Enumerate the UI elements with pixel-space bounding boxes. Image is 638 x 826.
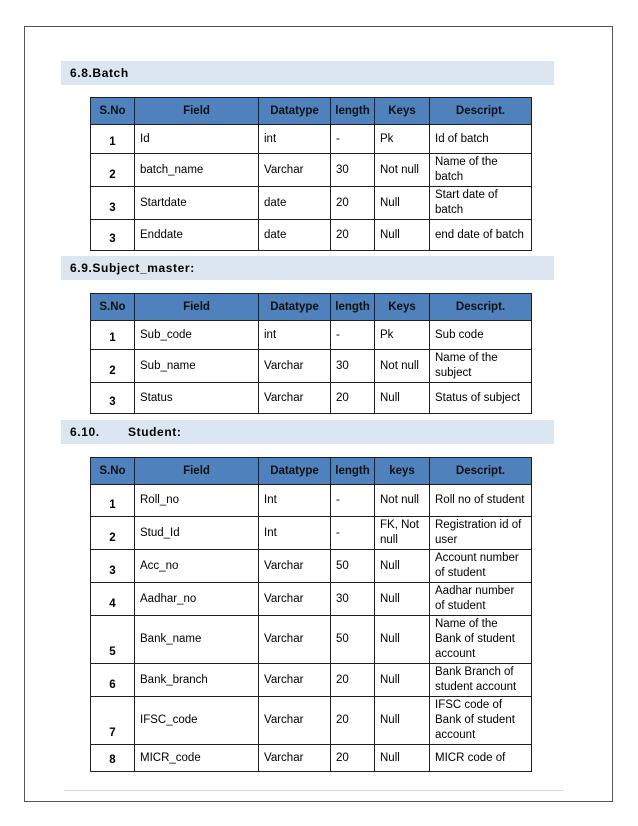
table-row <box>91 550 532 583</box>
table-row <box>91 517 532 550</box>
cell-datatype: Varchar <box>259 745 331 772</box>
cell-description: IFSC code of Bank of student account <box>430 697 532 745</box>
cell-sno: 5 <box>91 616 135 664</box>
section-heading-subject-master <box>61 256 554 280</box>
header-sno: S.No <box>91 98 135 125</box>
table-row <box>91 697 532 745</box>
cell-sno: 1 <box>91 485 135 517</box>
table-row <box>91 350 532 383</box>
cell-datatype: Varchar <box>259 616 331 664</box>
cell-sno: 3 <box>91 383 135 414</box>
header-length: length <box>331 294 375 321</box>
table-row <box>91 664 532 697</box>
cell-length: 30 <box>331 154 375 187</box>
cell-keys: FK, Not null <box>375 517 430 550</box>
cell-datatype: date <box>259 220 331 251</box>
cell-keys: Null <box>375 664 430 697</box>
cell-description: end date of batch <box>430 220 532 251</box>
cell-field: Startdate <box>135 187 259 220</box>
cell-keys: Null <box>375 187 430 220</box>
cell-field: Status <box>135 383 259 414</box>
cell-keys: Null <box>375 745 430 772</box>
section-heading-batch <box>61 61 554 85</box>
cell-description: MICR code of <box>430 745 532 772</box>
cell-description: Start date of batch <box>430 187 532 220</box>
header-field: Field <box>135 294 259 321</box>
cell-datatype: Varchar <box>259 383 331 414</box>
cell-keys: Pk <box>375 125 430 154</box>
cell-field: Sub_code <box>135 321 259 350</box>
cell-length: 30 <box>331 350 375 383</box>
header-field: Field <box>135 98 259 125</box>
cell-sno: 1 <box>91 321 135 350</box>
table-row <box>91 745 532 772</box>
cell-length: 20 <box>331 664 375 697</box>
cell-sno: 7 <box>91 697 135 745</box>
header-keys: keys <box>375 458 430 485</box>
cell-field: Roll_no <box>135 485 259 517</box>
cell-sno: 6 <box>91 664 135 697</box>
header-length: length <box>331 98 375 125</box>
cell-keys: Not null <box>375 350 430 383</box>
cell-description: Roll no of student <box>430 485 532 517</box>
section-number: 6.10. <box>70 425 100 439</box>
section-number: 6.9. <box>70 261 93 275</box>
cell-description: Account number of student <box>430 550 532 583</box>
header-length: length <box>331 458 375 485</box>
cell-description: Name of the subject <box>430 350 532 383</box>
cell-length: 30 <box>331 583 375 616</box>
table-row <box>91 187 532 220</box>
cell-sno: 2 <box>91 517 135 550</box>
cell-field: Bank_name <box>135 616 259 664</box>
cell-datatype: Varchar <box>259 664 331 697</box>
cell-description: Id of batch <box>430 125 532 154</box>
table-header-row <box>91 458 532 485</box>
table-row <box>91 383 532 414</box>
cell-description: Name of the Bank of student account <box>430 616 532 664</box>
table-row <box>91 220 532 251</box>
cell-field: Enddate <box>135 220 259 251</box>
cell-keys: Null <box>375 550 430 583</box>
cell-field: MICR_code <box>135 745 259 772</box>
cell-sno: 3 <box>91 550 135 583</box>
cell-length: 20 <box>331 187 375 220</box>
cell-datatype: Varchar <box>259 550 331 583</box>
cell-datatype: Int <box>259 485 331 517</box>
batch-table <box>90 97 532 251</box>
cell-keys: Null <box>375 383 430 414</box>
cell-field: IFSC_code <box>135 697 259 745</box>
cell-datatype: Int <box>259 517 331 550</box>
cell-keys: Pk <box>375 321 430 350</box>
cell-keys: Null <box>375 616 430 664</box>
table-row <box>91 154 532 187</box>
footer-divider <box>64 790 564 791</box>
header-datatype: Datatype <box>259 98 331 125</box>
cell-length: - <box>331 517 375 550</box>
cell-length: - <box>331 125 375 154</box>
section-heading-student <box>61 420 554 444</box>
cell-sno: 1 <box>91 125 135 154</box>
table-header-row <box>91 98 532 125</box>
section-title: Student: <box>128 425 182 439</box>
cell-field: Acc_no <box>135 550 259 583</box>
cell-datatype: date <box>259 187 331 220</box>
header-description: Descript. <box>430 98 532 125</box>
cell-datatype: Varchar <box>259 697 331 745</box>
cell-keys: Null <box>375 220 430 251</box>
cell-length: 50 <box>331 550 375 583</box>
header-datatype: Datatype <box>259 458 331 485</box>
table-row <box>91 485 532 517</box>
cell-sno: 3 <box>91 187 135 220</box>
header-keys: Keys <box>375 294 430 321</box>
cell-field: Stud_Id <box>135 517 259 550</box>
cell-description: Name of the batch <box>430 154 532 187</box>
cell-datatype: Varchar <box>259 154 331 187</box>
table-row <box>91 583 532 616</box>
cell-sno: 2 <box>91 154 135 187</box>
table-row <box>91 616 532 664</box>
cell-length: 20 <box>331 745 375 772</box>
header-field: Field <box>135 458 259 485</box>
cell-length: 20 <box>331 697 375 745</box>
cell-sno: 8 <box>91 745 135 772</box>
header-description: Descript. <box>430 458 532 485</box>
cell-field: batch_name <box>135 154 259 187</box>
section-title: Subject_master: <box>92 261 195 275</box>
cell-description: Sub code <box>430 321 532 350</box>
cell-sno: 4 <box>91 583 135 616</box>
cell-length: - <box>331 485 375 517</box>
subject-master-table <box>90 293 532 414</box>
cell-description: Registration id of user <box>430 517 532 550</box>
cell-length: 20 <box>331 220 375 251</box>
cell-datatype: int <box>259 321 331 350</box>
cell-keys: Null <box>375 697 430 745</box>
cell-length: - <box>331 321 375 350</box>
table-row <box>91 321 532 350</box>
header-sno: S.No <box>91 294 135 321</box>
cell-datatype: int <box>259 125 331 154</box>
cell-sno: 2 <box>91 350 135 383</box>
cell-keys: Null <box>375 583 430 616</box>
section-title: Batch <box>92 66 129 80</box>
header-description: Descript. <box>430 294 532 321</box>
cell-sno: 3 <box>91 220 135 251</box>
cell-keys: Not null <box>375 485 430 517</box>
cell-datatype: Varchar <box>259 583 331 616</box>
cell-description: Aadhar number of student <box>430 583 532 616</box>
table-header-row <box>91 294 532 321</box>
table-row <box>91 125 532 154</box>
cell-datatype: Varchar <box>259 350 331 383</box>
cell-description: Bank Branch of student account <box>430 664 532 697</box>
header-sno: S.No <box>91 458 135 485</box>
student-table <box>90 457 532 772</box>
cell-length: 50 <box>331 616 375 664</box>
cell-description: Status of subject <box>430 383 532 414</box>
cell-length: 20 <box>331 383 375 414</box>
cell-field: Bank_branch <box>135 664 259 697</box>
header-keys: Keys <box>375 98 430 125</box>
header-datatype: Datatype <box>259 294 331 321</box>
cell-field: Aadhar_no <box>135 583 259 616</box>
cell-field: Id <box>135 125 259 154</box>
cell-keys: Not null <box>375 154 430 187</box>
section-number: 6.8. <box>70 66 93 80</box>
cell-field: Sub_name <box>135 350 259 383</box>
